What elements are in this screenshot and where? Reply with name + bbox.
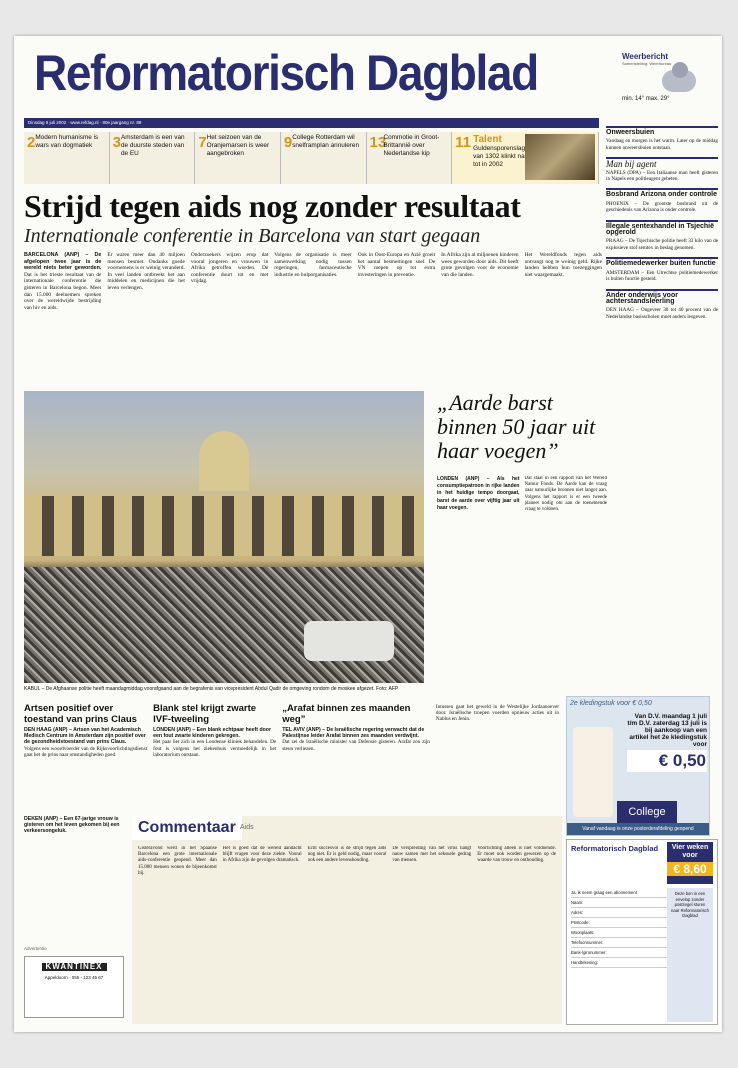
commentary-column: De verspreiding van het virus hangt nauw samen met het seksuele gedrag van mensen. — [392, 846, 472, 864]
sidebar-headline[interactable]: Ander onderwijs voor achterstandsleerling — [606, 289, 718, 306]
quote-article-body — [437, 476, 607, 686]
kwantinex-advertisement[interactable] — [24, 956, 124, 1018]
teaser-text: College Rotterdam wil snelframplan annuleren — [292, 134, 360, 149]
article-column: Volgens de organisatie is meer samenwerking nodig tussen regeringen, farmaceutische industrie en hulporganisaties. — [274, 252, 352, 278]
teaser-text: Guldensporenslag van 1302 klinkt na tot in 2002 — [473, 145, 525, 168]
teaser-item[interactable] — [24, 132, 110, 184]
teaser-item[interactable] — [367, 132, 453, 184]
article-column: Onderzoekers wijzen erop dat vooral jongeren en vrouwen in Afrika getroffen worden. De conferentie duurt tot en met vrijdag. — [190, 252, 269, 285]
subscription-coupon[interactable] — [566, 839, 718, 1025]
teaser-item[interactable] — [281, 132, 367, 184]
article-text: Het paar liet zich in een Londense kliniek behandelen. De fout is volgens het ziekenhuis vermoedelijk in het laboratorium ontstaan. — [153, 739, 277, 758]
sidebar-headline[interactable]: Man bij agent — [606, 157, 718, 167]
commentary-column: Voorlichting alleen is niet voldoende. Er moet ook worden gewezen op de waarde van trouw en onthouding. — [477, 846, 556, 864]
college-advertisement[interactable] — [566, 696, 710, 836]
weather-title: Weerbericht — [622, 52, 669, 61]
coupon-line[interactable]: Bank-/gironummer: — [571, 948, 667, 958]
teaser-number: 3 — [112, 134, 121, 151]
commentary-section — [132, 816, 562, 1024]
ad-price: € 0,50 — [627, 750, 707, 772]
talent-title: Talent — [473, 134, 502, 145]
talent-image — [525, 134, 595, 180]
coupon-offer — [667, 842, 713, 884]
sidebar-text: PRAAG – De Tsjechische politie heeft 33 kilo van de explosieve stof semtex in beslag genomen. — [606, 238, 718, 251]
coupon-line[interactable]: Adres: — [571, 908, 667, 918]
teaser-text: Amsterdam is een van de duurste steden van de EU — [120, 134, 185, 157]
coupon-form — [571, 888, 667, 968]
coupon-line[interactable]: Ja, ik neem graag een abonnement — [571, 888, 667, 898]
masthead-title[interactable]: Reformatorisch Dagblad — [34, 45, 538, 101]
offer-price: € 8,60 — [667, 862, 713, 876]
article-lead: TEL AVIV (ANP) – De Israëlische regering verwacht dat de Palestijnse leider Arafat binnen zes maanden verdwijnt. — [282, 727, 425, 740]
coupon-line[interactable]: Postcode: — [571, 918, 667, 928]
article-column: Dat staat in een rapport van het Wereld Natuur Fonds. De Aarde kan de vraag naar natuurlijke bronnen niet langer aan. Volgens het rapport is er een tweede planeet nodig om aan de toenemende vraag te voldoen. — [524, 476, 607, 513]
commentary-column: Gisteravond werd in het Spaanse Barcelona een grote internationale aids-conferentie geopend. Meer dan 15.000 mensen wonen de bijeenkomst bij. — [138, 846, 217, 876]
article — [24, 704, 147, 812]
teaser-number: 7 — [198, 134, 207, 151]
teaser-number: 11 — [455, 134, 471, 151]
commentary-column: Echt succesvol is de strijd tegen aids nog niet. Er is geld nodig, maar vooral ook een andere levenshouding. — [307, 846, 387, 864]
teaser-number: 13 — [369, 134, 387, 151]
article-column: Ook in Oost-Europa en Azië groeit het aantal besmettingen snel. De VN roepen op tot extra investeringen in preventie. — [357, 252, 436, 278]
coupon-note: Deze bon in een envelop zonder postzegel sturen naar Reformatorisch Dagblad — [667, 888, 713, 1022]
ad-figure — [573, 727, 613, 817]
article-headline[interactable]: Blank stel krijgt zwarte IVF-tweeling — [153, 703, 257, 725]
ad-text: Van D.V. maandag 1 juli t/m D.V. zaterdag 13 juli is bij aankoop van een artikel het 2e kledingstuk voor — [627, 713, 707, 748]
weather-box — [622, 52, 714, 102]
article-text: Intussen gaat het geweld in de Westelijke Jordaanoever door. Israëlische troepen voerden opnieuw acties uit in Nablus en Jenin. — [435, 704, 559, 723]
mosque-arches — [24, 496, 424, 556]
article-text: Dat is het trieste resultaat van de internationale conferentie die gisteren in Barcelona begon. Meer dan 15.000 deelnemers spreken over de wereldwijde bestrijding van hiv en aids. — [24, 271, 102, 311]
info-bar: Dinsdag 9 juli 2002 · www.refdag.nl · 80e jaargang nr. 88 — [24, 118, 599, 128]
teaser-text: Commotie in Groot-Brittannië over Nederlandse kip — [383, 134, 440, 157]
teaser-number: 9 — [283, 134, 293, 151]
sidebar-text: DEN HAAG – Ongeveer 30 tot 40 procent van de Nederlandse basisscholen moet anders lesgeven. — [606, 307, 718, 320]
sidebar-text: PHOENIX – De grootste bosbrand uit de geschiedenis van Arizona is onder controle. — [606, 200, 718, 214]
sidebar-text: NAPELS (DPA) – Een Italiaanse man heeft gisteren in Napels een politieagent gebeten. — [606, 169, 718, 183]
teaser-text: Het seizoen van de Oranjemarsen is weer aangebroken — [206, 134, 270, 157]
article-lead: DEN HAAG (ANP) – Artsen van het Academisch Medisch Centrum in Amsterdam zijn positief over de gezondheidstoestand van prins Claus. — [24, 727, 146, 746]
coupon-line[interactable]: Woonplaats: — [571, 928, 667, 938]
talent-teaser[interactable] — [452, 132, 599, 184]
article — [436, 704, 559, 812]
regional-item: DEKEN (ANP) – Een 67-jarige vrouw is gisteren om het leven gekomen bij een verkeersongeluk. — [24, 816, 120, 835]
ad-footer: Vanaf vandaag is onze postorderafdeling geopend — [567, 823, 709, 835]
secondary-articles — [24, 704, 559, 812]
cloud-icon — [662, 70, 696, 92]
left-column — [24, 816, 124, 1024]
article-column — [437, 476, 520, 686]
coupon-brand: Reformatorisch Dagblad — [571, 844, 659, 853]
ad-label: Advertentie — [24, 946, 47, 951]
ad-brand: College — [617, 801, 677, 823]
article-column: Er waren meer dan 40 miljoen mensen besmet. Ondanks goede voornemens is er weinig veranderd. In veel landen ontbreekt het aan middelen en medicijnen die het leven verlengen. — [107, 252, 185, 291]
article-lead: LONDEN (ANP) – Een blank echtpaar heeft door een fout zwarte kinderen gekregen. — [153, 727, 271, 740]
commentary-column: Het is goed dat de wereld aandacht blijft vragen voor deze ziekte. Vooral in Afrika zijn de gevolgen dramatisch. — [222, 846, 302, 864]
teaser-item[interactable] — [195, 132, 281, 184]
article-text: Dat zei de Israëlische minister van Defensie gisteren. Arafat zou zijn steun verliezen. — [282, 739, 430, 752]
photo-caption: KABUL – De Afghaanse politie heeft maandagmiddag voorafgaand aan de begrafenis van vicepresident Abdul Qadir de omgeving rondom de moskee afgezet. Foto: AFP — [24, 686, 399, 692]
teaser-text: Modern humanisme is wars van dogmatiek — [35, 134, 99, 149]
coupon-line[interactable]: Handtekening: — [571, 958, 667, 968]
sidebar-headline[interactable]: Politiemedewerker buiten functie — [606, 257, 718, 267]
teaser-item[interactable] — [110, 132, 196, 184]
sidebar-headline[interactable]: Bosbrand Arizona onder controle — [606, 188, 718, 198]
news-photo[interactable] — [24, 391, 424, 683]
article — [153, 704, 276, 812]
commentary-title[interactable]: Commentaar — [132, 816, 242, 840]
newspaper-page — [14, 36, 722, 1032]
sidebar-text: AMSTERDAM – Een Utrechtse politiemedewerker is buiten functie gesteld. — [606, 269, 718, 283]
ad-logo: KWANTINEX — [42, 963, 107, 971]
ad-address: Appeldoorn · 055 - 123 45 67 — [44, 975, 104, 981]
ad-heading: 2e kledingstuk voor € 0,50 — [570, 700, 652, 707]
article-headline[interactable]: „Arafat binnen zes maanden weg” — [282, 703, 411, 725]
sidebar-headline[interactable]: Onweersbuien — [606, 126, 718, 136]
weather-temps: min. 14° max. 29° — [622, 96, 670, 102]
ad-body — [627, 713, 707, 772]
sidebar-headline[interactable]: Illegale sentexhandel in Tsjechië opgerold — [606, 220, 718, 237]
article-text: Volgens een woordvoerder van de Rijksvoorlichtingsdienst gaat het de prins naar omstandigheden goed. — [24, 745, 148, 758]
coupon-line[interactable]: Telefoonnummer: — [571, 938, 667, 948]
teaser-strip — [24, 132, 599, 184]
teaser-number: 2 — [27, 134, 36, 151]
sidebar-text: Vandaag en morgen is het warm. Later op de middag kunnen onweersbuien ontstaan. — [606, 138, 718, 151]
article-headline[interactable]: Artsen positief over toestand van prins Claus — [24, 703, 137, 725]
main-subheadline: Internationale conferentie in Barcelona van start gegaan — [24, 225, 481, 247]
weather-sub: Samenstelling: Weerbureau — [622, 61, 672, 66]
article-lead: LONDEN (ANP) – Als het consumptiepatroon in rijke landen in het huidige tempo doorgaat, barst de aarde over vijftig jaar uit haar voegen. — [437, 476, 520, 511]
news-sidebar — [606, 120, 718, 540]
offer-text: Vier weken voor — [671, 844, 709, 859]
article-lead: BARCELONA (ANP) – De afgelopen twee jaar is de wereld niets beter geworden. — [24, 252, 102, 272]
article-column: In Afrika zijn al miljoenen kinderen wees geworden door aids. Dit heeft grote gevolgen voor de economie van die landen. — [441, 252, 519, 278]
mosque-dome — [199, 431, 249, 491]
vehicle — [304, 621, 394, 661]
commentary-tag: Aids — [240, 824, 254, 831]
commentary-body — [138, 846, 556, 1018]
article — [282, 704, 430, 812]
quote-headline[interactable]: „Aarde barst binnen 50 jaar uit haar voegen” — [437, 390, 596, 463]
coupon-line[interactable]: Naam: — [571, 898, 667, 908]
main-headline[interactable]: Strijd tegen aids nog zonder resultaat — [24, 188, 521, 224]
article-column: Het Wereldfonds tegen aids ontvangt nog te weinig geld. Rijke landen hebben hun toezeggingen niet waargemaakt. — [524, 252, 602, 278]
